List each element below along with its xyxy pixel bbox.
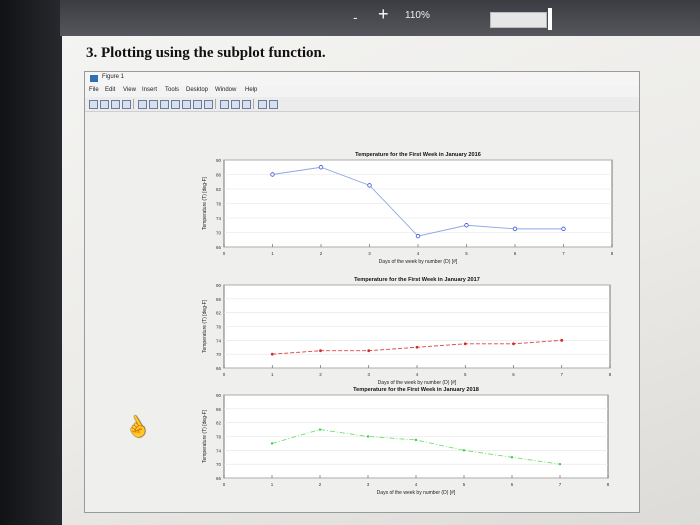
subplot-3-xtick-label: 0 <box>222 482 226 487</box>
subplot-1-ylabel: Temperature (T) [deg-F] <box>202 176 208 231</box>
subplot-2-ytick-label: 66 <box>215 366 221 371</box>
subplot-1-data-point <box>368 184 372 188</box>
subplot-3-ytick-label: 86 <box>215 406 221 412</box>
menu-window[interactable]: Window <box>215 87 237 93</box>
subplot-2-xtick-label: 4 <box>415 372 419 377</box>
subplot-2-xtick-label: 1 <box>270 372 274 377</box>
subplot-3-title: Temperature for the First Week in January 2018 <box>353 387 479 393</box>
subplot-3-ytick-label: 82 <box>215 420 221 426</box>
subplot-1-ytick-label: 74 <box>215 216 221 221</box>
subplot-2-xtick-label: 0 <box>222 372 226 377</box>
subplot-1-xtick-label: 8 <box>610 251 614 256</box>
subplot-1-data-point <box>562 227 566 231</box>
subplot-3-xtick-label: 2 <box>318 482 322 487</box>
subplot-3-xlabel: Days of the week by number (D) [#] <box>376 490 456 496</box>
mouse-cursor-icon: ☝ <box>121 412 154 444</box>
subplot-1-title: Temperature for the First Week in January 2016 <box>355 152 481 158</box>
subplot-3-ytick-label: 90 <box>215 393 221 398</box>
subplot-1-xtick-label: 1 <box>271 251 274 256</box>
subplot-1-ytick-label: 70 <box>215 230 221 236</box>
subplot-3-xtick-label: 4 <box>414 482 418 487</box>
subplot-2-ytick-label: 82 <box>215 310 221 316</box>
subplot-2-ytick-label: 70 <box>215 352 221 358</box>
subplot-3-data-point <box>559 463 561 465</box>
subplot-1-xtick-label: 5 <box>465 251 468 256</box>
subplot-1-xlabel: Days of the week by number (D) [#] <box>378 259 458 265</box>
subplot-2-xtick-label: 7 <box>560 372 564 377</box>
menu-desktop[interactable]: Desktop <box>186 87 209 93</box>
subplot-1-xtick-label: 6 <box>513 251 517 256</box>
subplot-3-xtick-label: 1 <box>270 482 274 487</box>
subplot-3-xtick-label: 5 <box>462 482 466 487</box>
subplot-3-ytick-label: 66 <box>215 476 221 481</box>
subplot-3-data-point <box>463 449 465 451</box>
subplot-1-data-point <box>416 234 420 238</box>
subplot-2-data-point <box>416 346 419 349</box>
subplot-1-data-point <box>513 227 517 231</box>
subplot-2-xtick-label: 8 <box>608 372 612 377</box>
menu-insert[interactable]: Insert <box>142 87 158 93</box>
subplot-3-data-point <box>271 442 273 444</box>
subplot-2-title: Temperature for the First Week in January 2017 <box>354 277 480 283</box>
zoom-level: 110% <box>405 10 430 21</box>
subplot-3-data-point <box>511 456 513 458</box>
subplot-1-data-point <box>465 223 469 227</box>
subplot-3-ytick-label: 74 <box>215 448 221 454</box>
subplot-2-ytick-label: 74 <box>215 338 221 344</box>
subplot-2-data-point <box>367 349 370 352</box>
subplot-3-xtick-label: 6 <box>510 482 514 487</box>
subplot-1-ytick-label: 66 <box>215 245 221 250</box>
subplot-3-xtick-label: 8 <box>606 482 610 487</box>
menu-help[interactable]: Help <box>245 87 258 93</box>
subplot-2-data-point <box>319 349 322 352</box>
subplot-3-xtick-label: 3 <box>366 482 370 487</box>
subplot-2-ytick-label: 90 <box>215 283 221 288</box>
subplot-1-xtick-label: 0 <box>222 251 226 256</box>
subplot-2-data-point <box>271 353 274 356</box>
section-heading: 3. Plotting using the subplot function. <box>86 45 326 61</box>
menu-file[interactable]: File <box>89 87 99 93</box>
subplot-2-data-point <box>464 342 467 345</box>
subplot-1-data-point <box>319 165 323 169</box>
subplot-3-data-point <box>415 439 417 441</box>
subplot-2-xtick-label: 6 <box>512 372 515 377</box>
subplot-3-ylabel: Temperature (T) [deg-F] <box>202 409 208 464</box>
subplot-3-xtick-label: 7 <box>558 482 562 487</box>
figure-title: Figure 1 <box>102 74 125 80</box>
subplot-2-xlabel: Days of the week by number (D) [#] <box>377 380 457 386</box>
subplot-2-xtick-label: 3 <box>367 372 371 377</box>
subplot-3-data-point <box>367 435 369 437</box>
subplot-3-ytick-label: 78 <box>215 434 221 440</box>
subplot-1-ytick-label: 86 <box>215 172 221 178</box>
subplot-2-data-point <box>512 342 515 345</box>
subplot-2-ytick-label: 78 <box>215 324 221 330</box>
subplot-2-ylabel: Temperature (T) [deg-F] <box>202 299 208 354</box>
subplot-2-ytick-label: 86 <box>215 296 221 302</box>
subplot-1-ytick-label: 78 <box>215 201 221 207</box>
menu-view[interactable]: View <box>123 87 136 93</box>
subplot-2-data-point <box>560 339 563 342</box>
zoom-in-button[interactable]: + <box>378 4 389 24</box>
subplot-3-ytick-label: 70 <box>215 462 221 468</box>
subplot-2-xtick-label: 2 <box>319 372 322 377</box>
menu-edit[interactable]: Edit <box>105 87 116 93</box>
zoom-out-button[interactable]: - <box>353 9 358 25</box>
subplot-1-data-point <box>271 173 275 177</box>
subplot-1-xtick-label: 3 <box>368 251 371 256</box>
subplot-3-data-point <box>319 428 321 430</box>
subplot-1-ytick-label: 90 <box>215 158 221 163</box>
subplot-1-xtick-label: 4 <box>416 251 420 256</box>
menu-tools[interactable]: Tools <box>165 87 180 93</box>
subplot-1-xtick-label: 7 <box>562 251 565 256</box>
subplot-1-ytick-label: 82 <box>215 187 221 192</box>
subplot-1-xtick-label: 2 <box>319 251 323 256</box>
subplot-2-xtick-label: 5 <box>463 372 467 377</box>
